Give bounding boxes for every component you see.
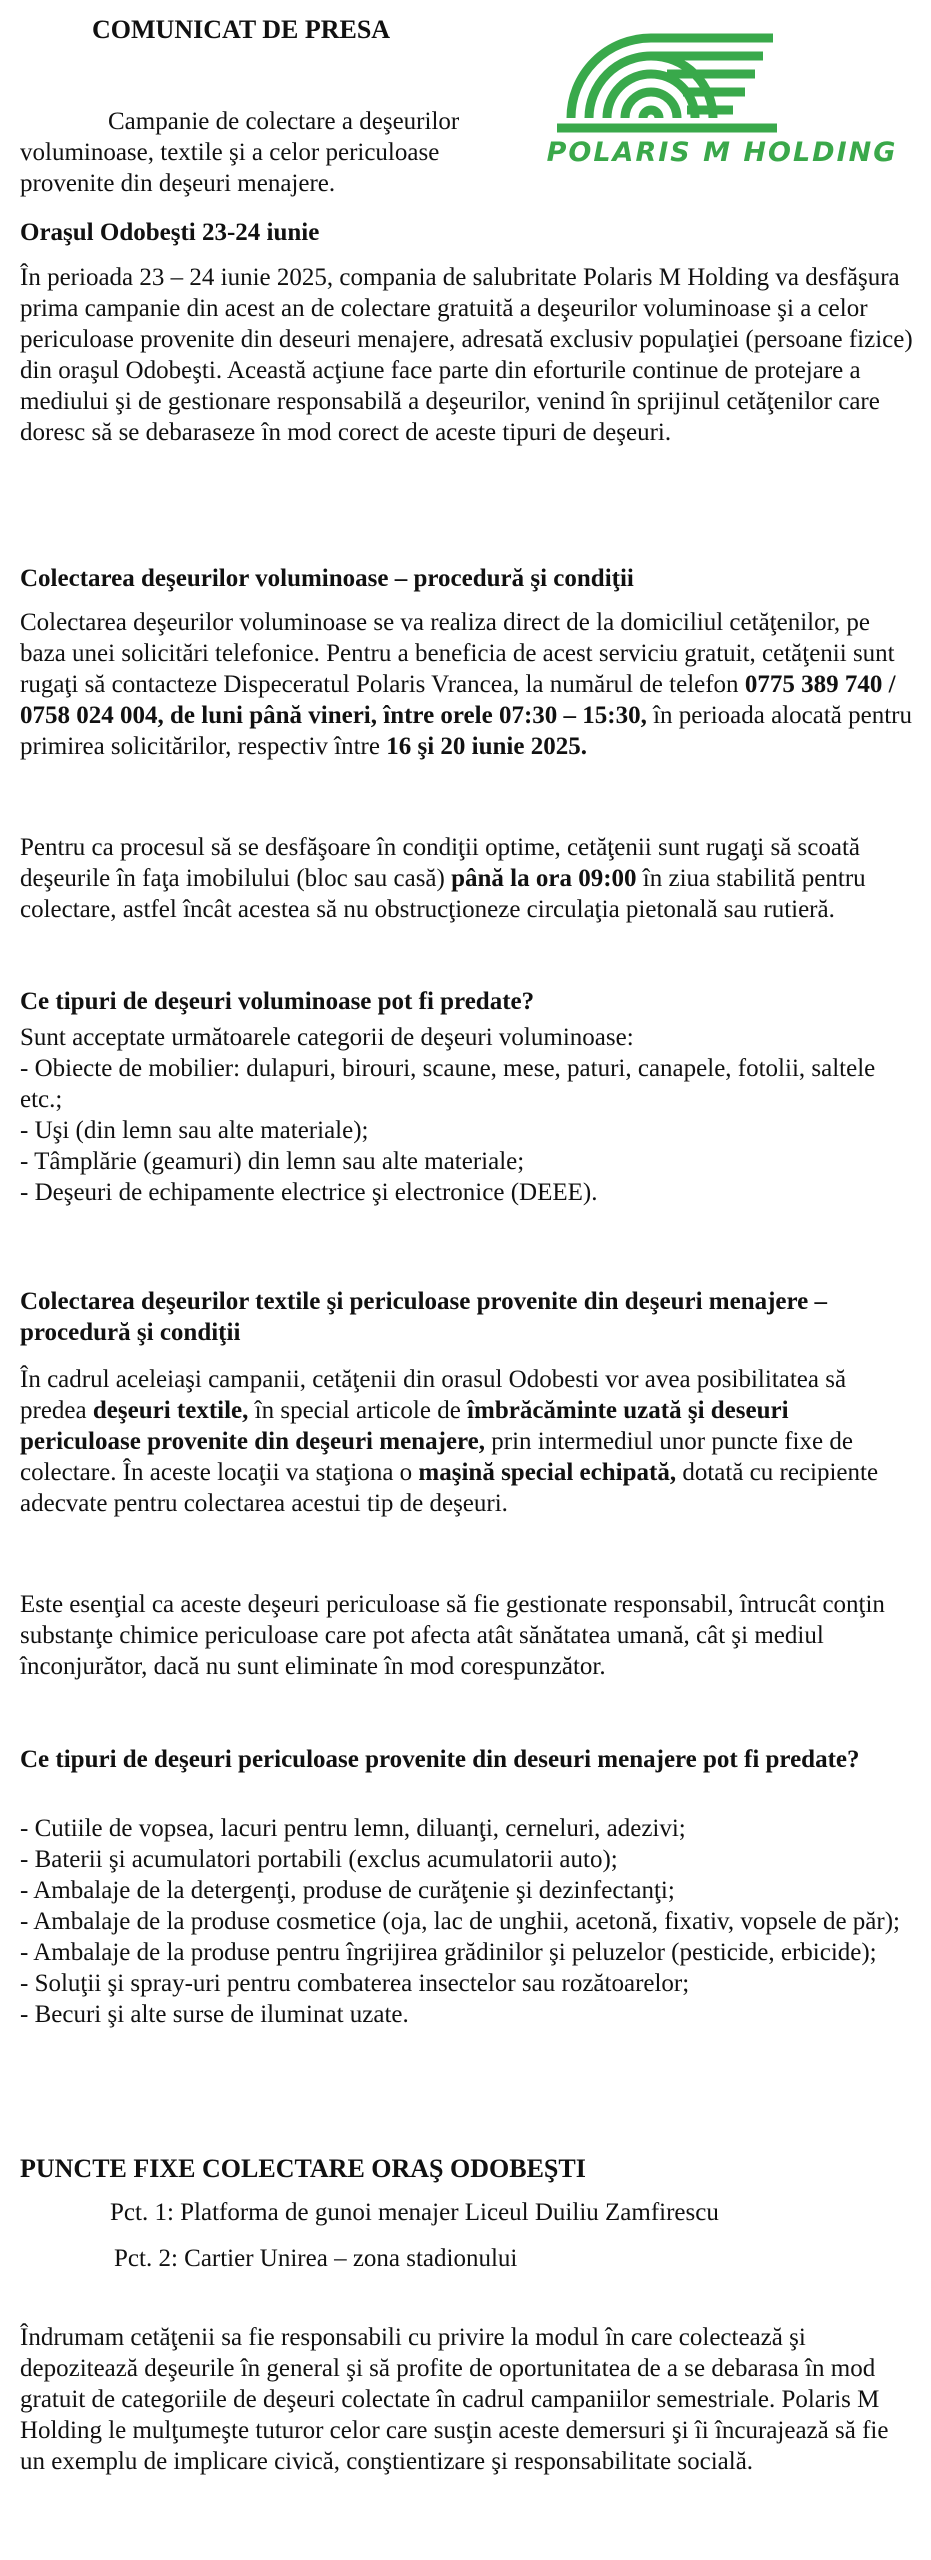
bulky-paragraph-2 (20, 832, 913, 925)
hazardous-paragraph-1 (20, 1364, 913, 1519)
bulky-p2-text-c: în ziua stabilită pentru colectare, astfel încât acestea să nu obstrucţioneze circulaţia pietonală sau rutieră. (20, 865, 866, 923)
press-title: COMUNICAT DE PRESA (92, 15, 391, 44)
bulky-paragraph-1 (20, 607, 913, 762)
list-item: - Becuri şi alte surse de iluminat uzate. (20, 2001, 409, 2028)
list-item: - Cutiile de vopsea, lacuri pentru lemn, diluanţi, cerneluri, adezivi; (20, 1815, 686, 1842)
hazardous-p1-text-g: dotată cu recipiente adecvate pentru colectarea acestui tip de deşeuri. (20, 1459, 879, 1517)
hazardous-types-heading: Ce tipuri de deşeuri periculoase provenite din deseuri menajere pot fi predate? (20, 1746, 860, 1773)
hazardous-clothing-waste: îmbrăcăminte uzată şi deseuri periculoase provenite din deşeuri menajere, (20, 1397, 789, 1455)
bulky-heading: Colectarea deşeurilor voluminoase – procedură şi condiţii (20, 565, 634, 592)
collection-point-2: Pct. 2: Cartier Unirea – zona stadionului (114, 2245, 518, 2272)
hazardous-types-list (20, 1813, 913, 2030)
bulky-deadline: până la ora 09:00 (451, 865, 637, 892)
hazardous-textiles: deşeuri textile, (92, 1397, 249, 1424)
list-item: - Baterii şi acumulatori portabili (exclus acumulatorii auto); (20, 1846, 618, 1873)
polaris-logo-text: POLARIS M HOLDING (546, 137, 898, 168)
closing-paragraph: Îndrumam cetăţenii sa fie responsabili cu privire la modul în care colectează şi depozitează deşeurile în general şi să profite de oportunitatea de a se debarasa în mod gratuit de categoriile de deşeuri colectate în cadrul campaniilor semestriale. Polaris M Holding le mulţumeşte tuturor celor care susţin aceste demersuri şi îi încurajează să fie un exemplu de implicare civică, conştientizare şi responsabilitate socială. (20, 2324, 889, 2475)
bulky-p1-text-a: Colectarea deşeurilor voluminoase se va realiza direct de la domiciliul cetăţenilor, pe baza unei solicitări telefonice. Pentru a beneficia de acest serviciu gratuit, cetăţenii sunt rugaţi să contacteze Dispeceratul Polaris Vrancea, la numărul de telefon (20, 609, 895, 698)
bulky-p1-text-c: în perioada alocată pentru primirea solicitărilor, respectiv între (20, 702, 912, 760)
collection-points-heading: PUNCTE FIXE COLECTARE ORAŞ ODOBEŞTI (20, 2154, 586, 2183)
bulky-phone-hours: 0775 389 740 / 0758 024 004, de luni până vineri, între orele 07:30 – 15:30, (20, 671, 896, 729)
hazardous-p1-text-a: În cadrul aceleiaşi campanii, cetăţenii din orasul Odobesti vor avea posibilitatea să predea (20, 1366, 847, 1424)
hazardous-p1-text-c: în special articole de (248, 1397, 468, 1424)
city-heading: Oraşul Odobeşti 23-24 iunie (20, 219, 320, 246)
list-item: - Tâmplărie (geamuri) din lemn sau alte materiale; (20, 1148, 525, 1175)
hazardous-paragraph-2: Este esenţial ca aceste deşeuri periculoase să fie gestionate responsabil, întrucât conţin substanţe chimice periculoase care pot afecta atât sănătatea umană, cât şi mediul înconjurător, dacă nu sunt eliminate în mod corespunzător. (20, 1591, 885, 1680)
hazardous-heading: Colectarea deşeurilor textile şi periculoase provenite din deşeuri menajere – procedură şi condiţii (20, 1288, 828, 1346)
bulky-request-dates: 16 şi 20 iunie 2025. (386, 733, 587, 760)
hazardous-special-vehicle: maşină special echipată, (418, 1459, 677, 1486)
list-item: - Obiecte de mobilier: dulapuri, birouri, scaune, mese, paturi, canapele, fotolii, saltele etc.; (20, 1055, 876, 1113)
list-item: - Ambalaje de la produse pentru îngrijirea grădinilor şi peluzelor (pesticide, erbicide); (20, 1939, 877, 1966)
campaign-intro: Campanie de colectare a deşeurilor voluminoase, textile şi a celor periculoase provenite din deşeuri menajere. (20, 108, 460, 197)
intro-paragraph: În perioada 23 – 24 iunie 2025, compania de salubritate Polaris M Holding va desfăşura prima campanie din acest an de colectare gratuită a deşeurilor voluminoase şi a celor periculoase provenite din deseuri menajere, adresată exclusiv populaţiei (persoane fizice) din oraşul Odobeşti. Această acţiune face parte din eforturile continue de protejare a mediului şi de gestionare responsabilă a deşeurilor, venind în sprijinul cetăţenilor care doresc să se debaraseze în mod corect de aceste tipuri de deşeuri. (20, 264, 913, 446)
list-item: - Uşi (din lemn sau alte materiale); (20, 1117, 369, 1144)
hazardous-p1-text-e: prin intermediul unor puncte fixe de colectare. În aceste locaţii va staţiona o (20, 1428, 853, 1486)
list-item: - Ambalaje de la produse cosmetice (oja, lac de unghii, acetonă, fixativ, vopsele de păr); (20, 1908, 900, 1935)
collection-point-1: Pct. 1: Platforma de gunoi menajer Liceul Duiliu Zamfirescu (110, 2199, 719, 2226)
list-item: - Soluţii şi spray-uri pentru combaterea insectelor sau rozătoarelor; (20, 1970, 690, 1997)
bulky-types-intro: Sunt acceptate următoarele categorii de deşeuri voluminoase: (20, 1024, 634, 1051)
list-item: - Ambalaje de la detergenţi, produse de curăţenie şi dezinfectanţi; (20, 1877, 675, 1904)
list-item: - Deşeuri de echipamente electrice şi electronice (DEEE). (20, 1179, 598, 1206)
bulky-types-heading: Ce tipuri de deşeuri voluminoase pot fi predate? (20, 988, 535, 1015)
bulky-types-list (20, 1022, 913, 1208)
bulky-p2-text-a: Pentru ca procesul să se desfăşoare în condiţii optime, cetăţenii sunt rugaţi să scoată deşeurile în faţa imobilului (bloc sau casă) (20, 834, 861, 892)
